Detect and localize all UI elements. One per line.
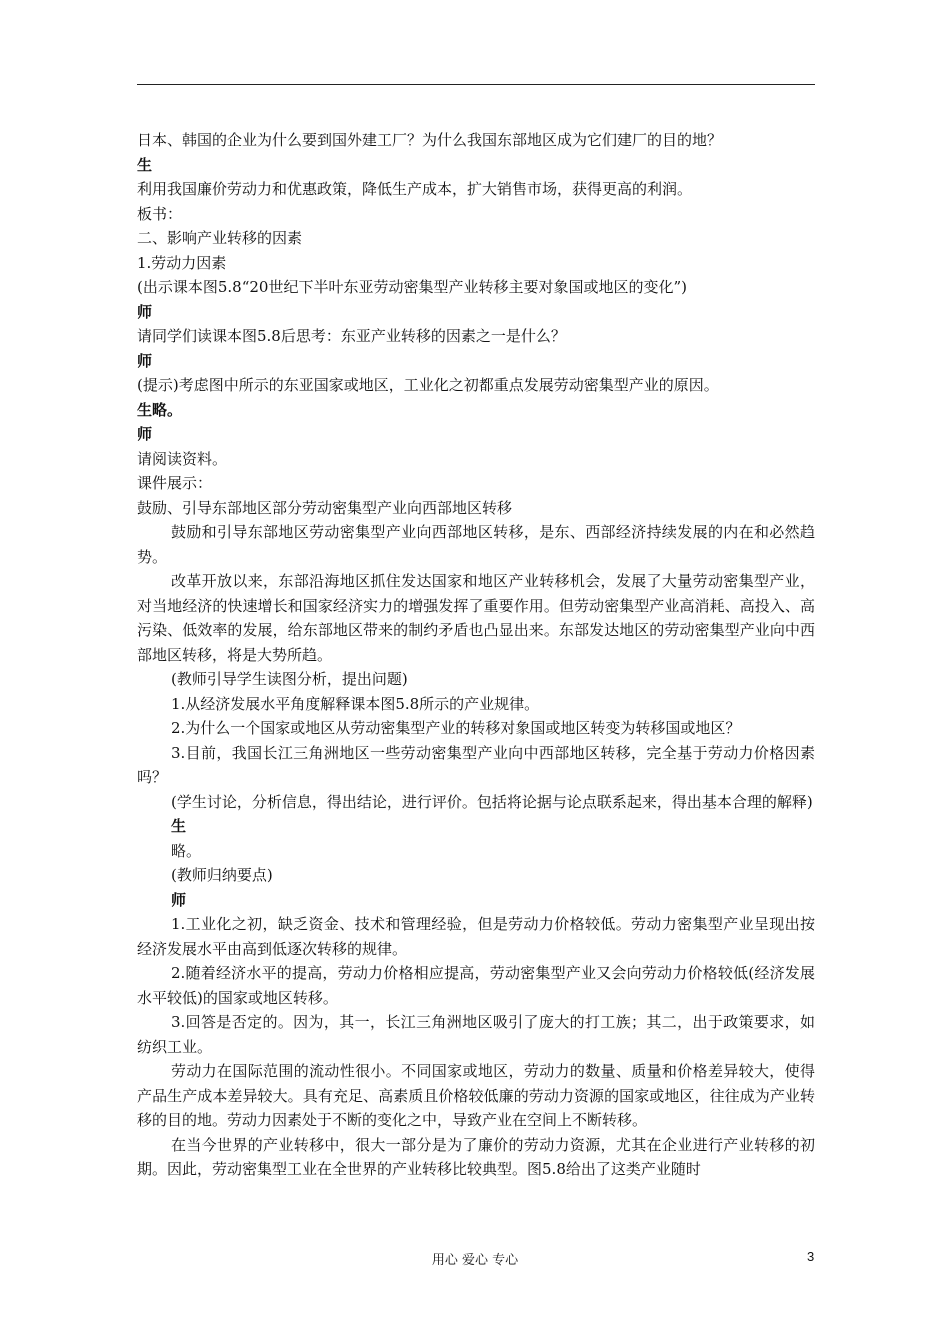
paragraph: 劳动力在国际范围的流动性很小。不同国家或地区，劳动力的数量、质量和价格差异较大，使得产品生产成本差异较大。具有充足、高素质且价格较低廉的劳动力资源的国家或地区，往往成为产业转移的目的地。劳动力因素处于不断的变化之中，导致产业在空间上不断转移。 [137, 1062, 815, 1129]
answer-2: 2.随着经济水平的提高，劳动力价格相应提高，劳动密集型产业又会向劳动力价格较低(经济发展水平较低)的国家或地区转移。 [137, 964, 815, 1007]
text-line: 略。 [171, 841, 202, 860]
speaker-student: 生略。 [137, 400, 183, 419]
text-line: (出示课本图5.8“20世纪下半叶东亚劳动密集型产业转移主要对象国或地区的变化”) [137, 278, 687, 296]
text-line: 利用我国廉价劳动力和优惠政策，降低生产成本，扩大销售市场，获得更高的利润。 [137, 180, 693, 198]
speaker-teacher: 师 [137, 351, 153, 370]
answer-3: 3.回答是否定的。因为，其一，长江三角洲地区吸引了庞大的打工族；其二，出于政策要求，如纺织工业。 [137, 1013, 815, 1056]
section-heading: 二、影响产业转移的因素 [137, 229, 303, 247]
speaker-teacher: 师 [137, 302, 153, 321]
text-line: (提示)考虑图中所示的东亚国家或地区，工业化之初都重点发展劳动密集型产业的原因。 [137, 376, 719, 394]
speaker-student: 生 [171, 817, 187, 835]
text-line: 日本、韩国的企业为什么要到国外建工厂？为什么我国东部地区成为它们建厂的目的地？ [137, 131, 723, 149]
speaker-teacher: 师 [137, 425, 153, 443]
text-line: 课件展示： [137, 474, 213, 492]
subsection-heading: 1.劳动力因素 [137, 253, 227, 272]
speaker-student: 生 [137, 155, 153, 174]
text-line: (教师归纳要点) [171, 866, 273, 884]
page-footer: 用心 爱心 专心 [431, 1253, 519, 1268]
text-line: (教师引导学生读图分析，提出问题) [171, 670, 408, 688]
paragraph: 在当今世界的产业转移中，很大一部分是为了廉价的劳动力资源，尤其在企业进行产业转移的初期。因此，劳动密集型工业在全世界的产业转移比较典型。图5.8给出了这类产业随时 [137, 1135, 815, 1178]
material-title: 鼓励、引导东部地区部分劳动密集型产业向西部地区转移 [137, 498, 513, 517]
question-1: 1.从经济发展水平角度解释课本图5.8所示的产业规律。 [171, 694, 540, 713]
text-line: 请同学们读课本图5.8后思考：东亚产业转移的因素之一是什么？ [137, 327, 566, 345]
text-line: 请阅读资料。 [137, 449, 228, 468]
speaker-teacher: 师 [171, 890, 187, 909]
paragraph: (学生讨论，分析信息，得出结论，进行评价。包括将论据与论点联系起来，得出基本合理的解释) [171, 792, 813, 811]
text-line: 板书： [137, 204, 183, 223]
answer-1: 1.工业化之初，缺乏资金、技术和管理经验，但是劳动力价格较低。劳动力密集型产业呈现出按经济发展水平由高到低逐次转移的规律。 [137, 915, 815, 958]
document-body [137, 128, 815, 1182]
paragraph: 改革开放以来，东部沿海地区抓住发达国家和地区产业转移机会，发展了大量劳动密集型产业，对当地经济的快速增长和国家经济实力的增强发挥了重要作用。但劳动密集型产业高消耗、高投入、高污染、低效率的发展，给东部地区带来的制约矛盾也凸显出来。东部发达地区的劳动密集型产业向中西部地区转移，将是大势所趋。 [137, 572, 815, 664]
page-number: 3 [807, 1249, 815, 1264]
paragraph: 鼓励和引导东部地区劳动密集型产业向西部地区转移，是东、西部经济持续发展的内在和必然趋势。 [137, 523, 815, 566]
header-rule [137, 84, 815, 85]
question-2: 2.为什么一个国家或地区从劳动密集型产业的转移对象国或地区转变为转移国或地区？ [171, 719, 741, 737]
question-3: 3.目前，我国长江三角洲地区一些劳动密集型产业向中西部地区转移，完全基于劳动力价格因素吗？ [137, 743, 815, 786]
